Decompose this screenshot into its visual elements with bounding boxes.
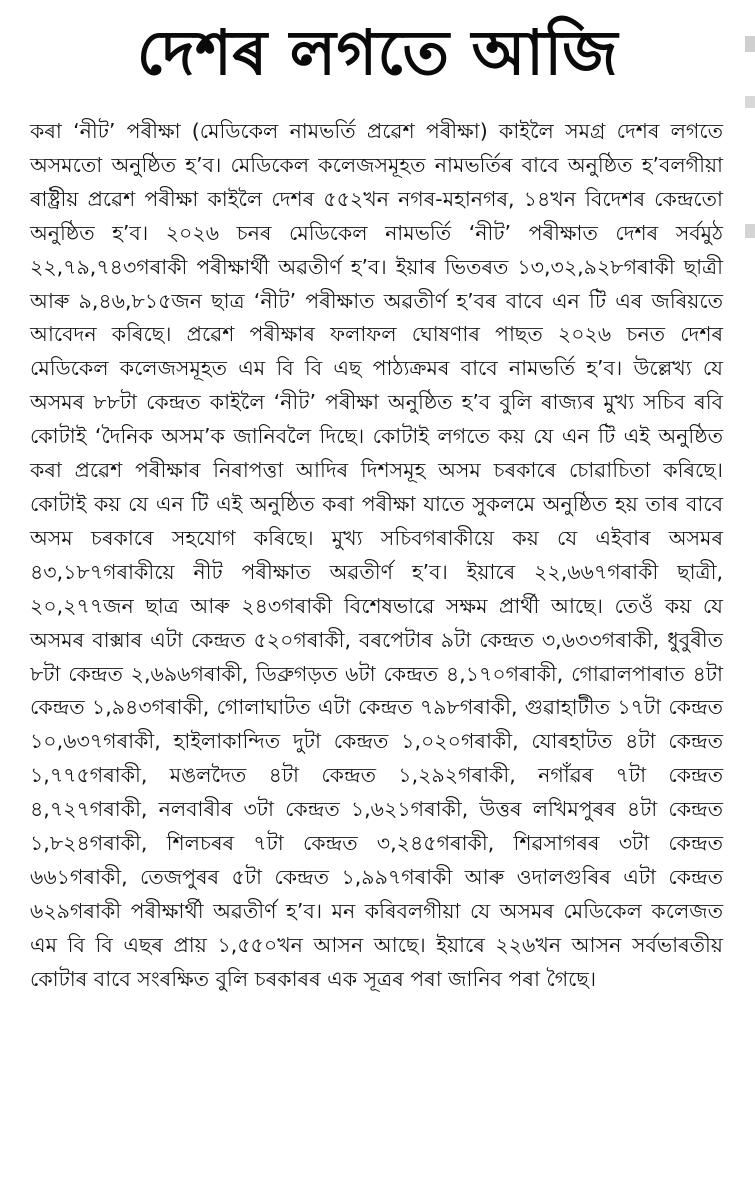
- adjacent-column-edge: [745, 96, 755, 108]
- article-headline: দেশৰ লগতে আজি: [136, 16, 619, 89]
- adjacent-column-edge: [745, 224, 755, 238]
- article-body: কৰা ‘নীট’ পৰীক্ষা (মেডিকেল নামভৰ্তি প্ৰৱেশ পৰীক্ষা) কাইলৈ সমগ্ৰ দেশৰ লগতে অসমতো অনুষ্ঠিত হ’ব। মেডিকেল কলেজসমূহত নামভৰ্তিৰ বাবে অনুষ্ঠিত হ’বলগীয়া ৰাষ্ট্ৰীয় প্ৰৱেশ পৰীক্ষা কাইলৈ দেশৰ ৫৫২খন নগৰ-মহানগৰ, ১৪খন বিদেশৰ কেন্দ্ৰতো অনুষ্ঠিত হ’ব। ২০২৬ চনৰ মেডিকেল নামভৰ্তি ‘নীট’ পৰীক্ষাত দেশৰ সৰ্বমুঠ ২২,৭৯,৭৪৩গৰাকী পৰীক্ষাৰ্থী অৱতীৰ্ণ হ’ব। ইয়াৰ ভিতৰত ১৩,৩২,৯২৮গৰাকী ছাত্ৰী আৰু ৯,৪৬,৮১৫জন ছাত্ৰ ‘নীট’ পৰীক্ষাত অৱতীৰ্ণ হ’বৰ বাবে এন টি এৰ জৰিয়তে আবেদন কৰিছে। প্ৰৱেশ পৰীক্ষাৰ ফলাফল ঘোষণাৰ পাছত ২০২৬ চনত দেশৰ মেডিকেল কলেজসমূহত এম বি বি এছ পাঠ্যক্ৰমৰ বাবে নামভৰ্তি হ’ব। উল্লেখ্য যে অসমৰ ৮৮টা কেন্দ্ৰত কাইলৈ ‘নীট’ পৰীক্ষা অনুষ্ঠিত হ’ব বুলি ৰাজ্যৰ মুখ্য সচিব ৰবি কোটাই ‘দৈনিক অসম’ক জানিবলৈ দিছে। কোটাই লগতে কয় যে এন টি এই অনুষ্ঠিত কৰা প্ৰৱেশ পৰীক্ষাৰ নিৰাপত্তা আদিৰ দিশসমূহ অসম চৰকাৰে চোৱাচিতা কৰিছে। কোটাই কয় যে এন টি এই অনুষ্ঠিত কৰা পৰীক্ষা যাতে সুকলমে অনুষ্ঠিত হয় তাৰ বাবে অসম চৰকাৰে সহযোগ কৰিছে। মুখ্য সচিবগৰাকীয়ে কয় যে এইবাৰ অসমৰ ৪৩,১৮৭গৰাকীয়ে নীট পৰীক্ষাত অৱতীৰ্ণ হ’ব। ইয়াৰে ২২,৬৬৭গৰাকী ছাত্ৰী, ২০,২৭৭জন ছাত্ৰ আৰু ২৪৩গৰাকী বিশেষভাৱে সক্ষম প্ৰাৰ্থী আছে। তেওঁ কয় যে অসমৰ বাক্সাৰ এটা কেন্দ্ৰত ৫২০গৰাকী, বৰপেটাৰ ৯টা কেন্দ্ৰত ৩,৬৩৩গৰাকী, ধুবুৰীত ৮টা কেন্দ্ৰত ২,৬৯৬গৰাকী, ডিব্ৰুগড়ত ৬টা কেন্দ্ৰত ৪,১৭০গৰাকী, গোৱালপাৰাত ৪টা কেন্দ্ৰত ১,৯৪৩গৰাকী, গোলাঘাটত এটা কেন্দ্ৰত ৭৯৮গৰাকী, গুৱাহাটীত ১৭টা কেন্দ্ৰত ১০,৬৩৭গৰাকী, হাইলাকান্দিত দুটা কেন্দ্ৰত ১,০২০গৰাকী, যোৰহাটত ৪টা কেন্দ্ৰত ১,৭৭৫গৰাকী, মঙলদৈত ৪টা কেন্দ্ৰত ১,২৯২গৰাকী, নগাঁৱৰ ৭টা কেন্দ্ৰত ৪,৭২৭গৰাকী, নলবাৰীৰ ৩টা কেন্দ্ৰত ১,৬২১গৰাকী, উত্তৰ লখিমপুৰৰ ৪টা কেন্দ্ৰত ১,৮২৪গৰাকী, শিলচৰৰ ৭টা কেন্দ্ৰত ৩,২৪৫গৰাকী, শিৱসাগৰৰ ৩টা কেন্দ্ৰত ৬৬১গৰাকী, তেজপুৰৰ ৫টা কেন্দ্ৰত ১,৯৯৭গৰাকী আৰু ওদালগুৰিৰ এটা কেন্দ্ৰত ৬২৯গৰাকী পৰীক্ষাৰ্থী অৱতীৰ্ণ হ’ব। মন কৰিবলগীয়া যে অসমৰ মেডিকেল কলেজত এম বি বি এছৰ প্ৰায় ১,৫৫০খন আসন আছে। ইয়াৰে ২২৬খন আসন সৰ্বভাৰতীয় কোটাৰ বাবে সংৰক্ষিত বুলি চৰকাৰৰ এক সূত্ৰৰ পৰা জানিব পৰা গৈছে।: [30, 119, 723, 991]
- adjacent-column-edge: [745, 36, 755, 52]
